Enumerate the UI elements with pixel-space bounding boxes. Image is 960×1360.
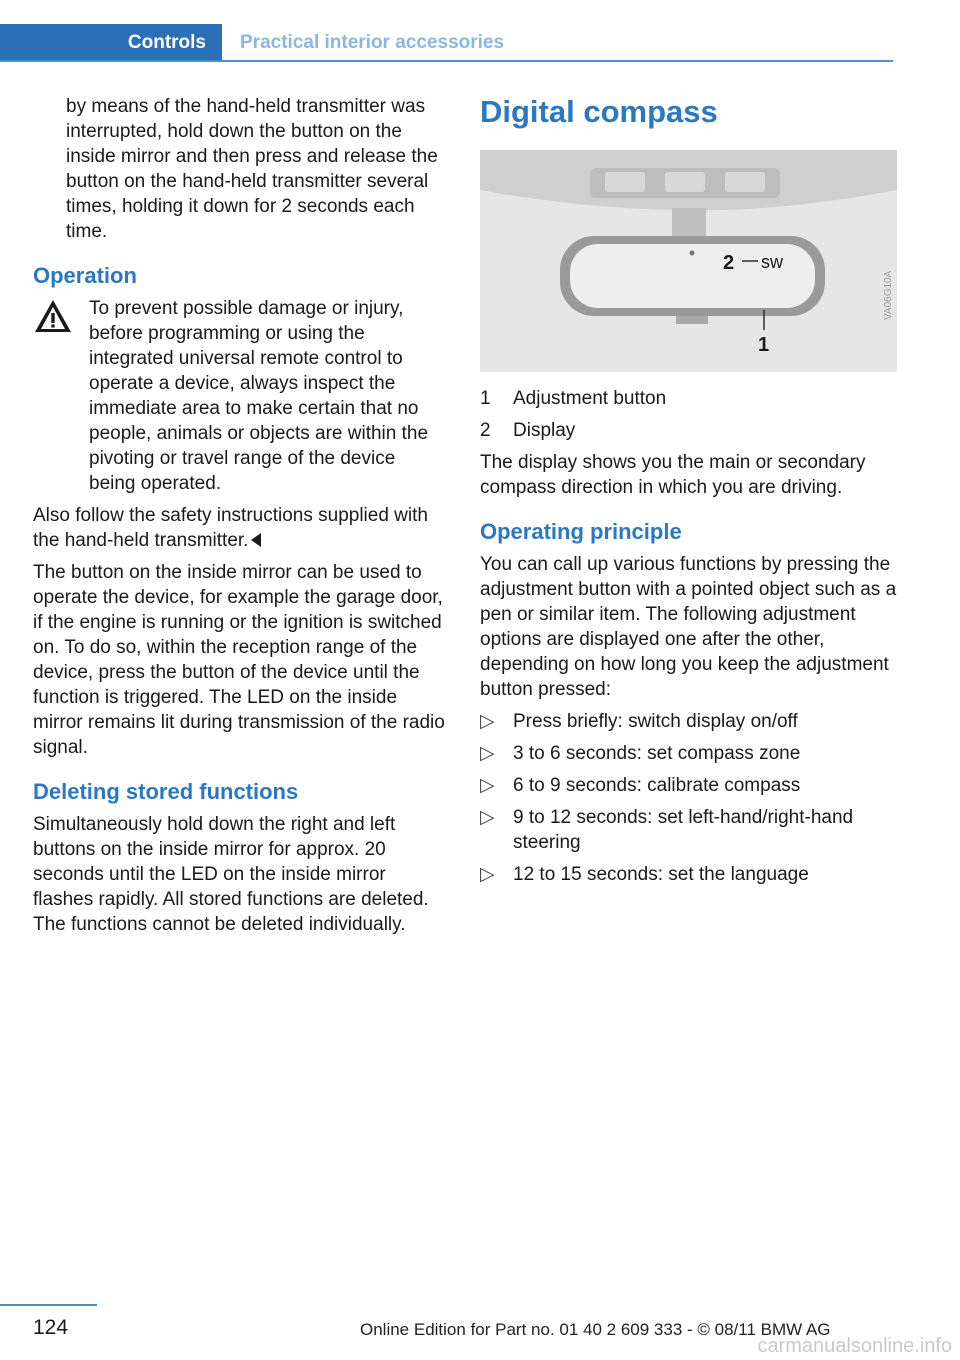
- mirror-illustration: [480, 150, 897, 372]
- figure-label-1: 1: [758, 334, 770, 356]
- principle-list: [480, 709, 900, 887]
- list-item-text: Press briefly: switch display on/off: [513, 711, 798, 732]
- warning-icon: [33, 298, 73, 334]
- figure-code: VA06G10A: [883, 270, 894, 320]
- bullet-icon: ▷: [480, 775, 495, 796]
- safety-paragraph: [33, 503, 445, 553]
- legend-text: Display: [513, 420, 576, 441]
- page-title: Digital compass: [480, 94, 718, 129]
- bullet-icon: ▷: [480, 807, 495, 828]
- left-column: [33, 94, 445, 944]
- warning-block: [33, 296, 445, 496]
- footer-rule: [0, 1304, 97, 1306]
- bullet-icon: ▷: [480, 711, 495, 732]
- warning-text: To prevent possible damage or injury, before programming or using the integrated universal remote control to operate a device, always inspect the immediate area to make certain that no people, animals or objects are within the pivoting or travel range of the device being operated.: [89, 298, 429, 494]
- safety-text: Also follow the safety instructions supplied with the hand-held transmitter.: [33, 505, 428, 551]
- mirror-figure: [480, 150, 897, 372]
- list-item: [480, 862, 900, 887]
- principle-body: You can call up various functions by pressing the adjustment button with a pointed object such as a pen or similar item. The following adjustment options are displayed one after the other, depending on how long you keep the adjustment button pressed:: [480, 554, 897, 700]
- figure-display-text: sw: [761, 252, 783, 272]
- list-item-text: 3 to 6 seconds: set compass zone: [513, 743, 801, 764]
- header-rule: [0, 60, 893, 62]
- deleting-body: Simultaneously hold down the right and left buttons on the inside mirror for approx. 20 seconds until the LED on the inside mirror flashes rapidly. All stored functions are deleted. The functions cannot be deleted individually.: [33, 814, 429, 935]
- page-number: 124: [33, 1316, 69, 1339]
- list-item: [480, 709, 900, 734]
- legend-num: 2: [480, 420, 491, 441]
- intro-paragraph: by means of the hand-held transmitter was interrupted, hold down the button on the inside mirror and then press and release the button on the hand-held transmitter several times, holding it down for 2 seconds each time.: [66, 96, 438, 242]
- bullet-icon: ▷: [480, 864, 495, 885]
- principle-heading: Operating principle: [480, 519, 682, 544]
- watermark: carmanualsonline.info: [757, 1335, 952, 1357]
- header-subsection: Practical interior accessories: [240, 32, 505, 53]
- right-column: [480, 94, 900, 894]
- legend-item-2: [480, 418, 900, 443]
- list-item: [480, 773, 900, 798]
- figure-label-2: 2: [723, 252, 735, 274]
- bullet-icon: ▷: [480, 743, 495, 764]
- operation-heading: Operation: [33, 263, 137, 288]
- operation-body: The button on the inside mirror can be used to operate the device, for example the garage door, if the engine is running or the ignition is switched on. To do so, within the reception range of the device, press the button of the device until the function is triggered. The LED on the inside mirror remains lit during transmission of the radio signal.: [33, 562, 445, 758]
- end-mark-icon: [251, 533, 261, 547]
- list-item: [480, 805, 900, 855]
- list-item-text: 9 to 12 seconds: set left-hand/right-hand steering: [513, 807, 854, 853]
- list-item-text: 6 to 9 seconds: calibrate compass: [513, 775, 801, 796]
- header-section-tab: Controls: [0, 24, 222, 62]
- legend-num: 1: [480, 388, 491, 409]
- legend-text: Adjustment button: [513, 388, 667, 409]
- footer-edition: Online Edition for Part no. 01 40 2 609 333 - © 08/11 BMW AG: [360, 1320, 831, 1339]
- list-item-text: 12 to 15 seconds: set the language: [513, 864, 809, 885]
- list-item: [480, 741, 900, 766]
- deleting-heading: Deleting stored functions: [33, 779, 299, 804]
- display-description: The display shows you the main or secondary compass direction in which you are driving.: [480, 452, 866, 498]
- legend-item-1: [480, 386, 900, 411]
